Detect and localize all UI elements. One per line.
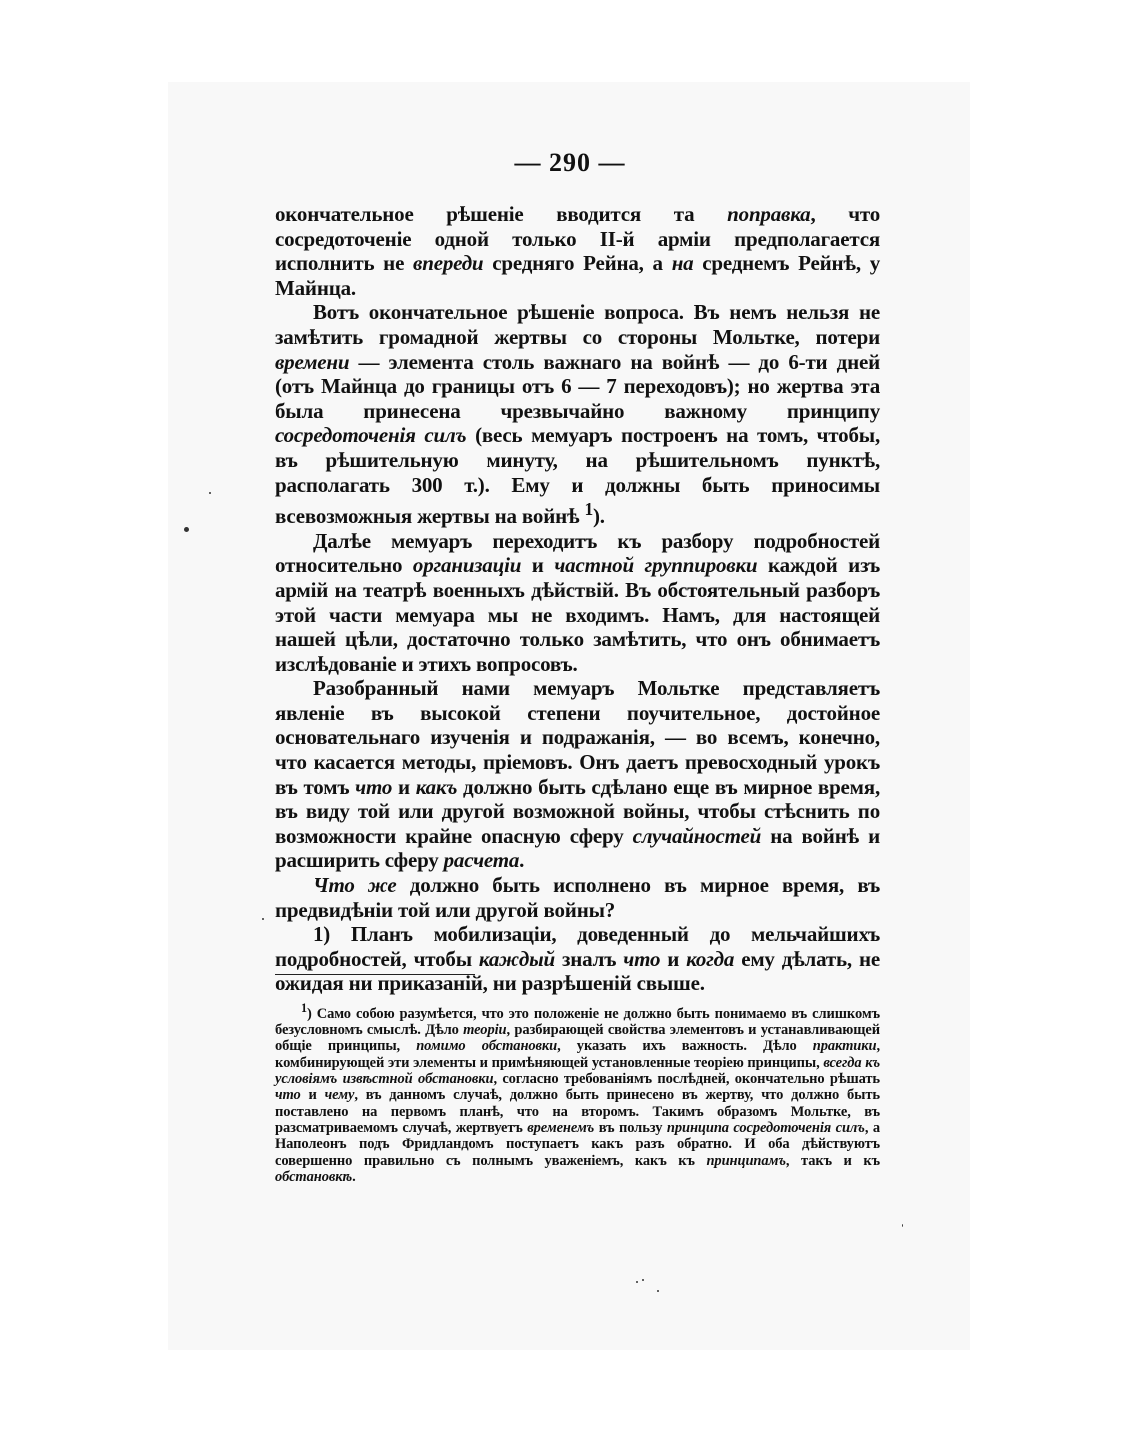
- text-run: .: [352, 1168, 356, 1185]
- footnote-reference[interactable]: 1: [584, 499, 594, 520]
- scan-speck: [209, 492, 211, 494]
- text-run: ).: [593, 504, 605, 529]
- text-run: должно быть исполнено въ мирное время, въ предвидѣніи той или другой войны?: [275, 873, 880, 922]
- text-run: и: [660, 946, 687, 971]
- italic-run: временемъ: [527, 1119, 595, 1136]
- footnote-paragraph: [275, 1000, 880, 1185]
- italic-run: обстановкѣ: [275, 1168, 353, 1185]
- italic-run: каждый: [478, 946, 555, 971]
- italic-run: случайностей: [632, 823, 762, 848]
- scan-speck: [902, 1224, 903, 1227]
- paragraph-6: [275, 922, 880, 996]
- italic-run: чему: [324, 1087, 355, 1104]
- text-run: , а Наполеонъ подъ Фридландомъ поступаетъ какъ разъ обратно. И оба дѣйствуютъ совершенно правильно съ полнымъ уваженіемъ, какъ къ: [275, 1119, 880, 1169]
- text-run: Разобранный нами мемуаръ Мольтке представляетъ явленіе въ высокой степени поучительное, достойное основательнаго изученія и подражанія, — во всемъ, конечно, что касается методы, пріемовъ. Онъ даетъ превосходный урокъ въ томъ: [275, 676, 880, 799]
- italic-run: сосредоточенія силъ: [275, 423, 467, 448]
- paragraph-4: [275, 676, 880, 873]
- text-run: должно быть сдѣлано еще въ мирное время, въ виду той или другой возможной войны, чтобы стѣснить по возможности крайне опасную сферу: [275, 774, 880, 848]
- scan-speck: [657, 1290, 659, 1292]
- italic-run: когда: [686, 946, 735, 971]
- text-run: ) Само собою разумѣется, что это положеніе не должно быть понимаемо въ слишкомъ безусловномъ смыслѣ. Дѣло: [275, 1005, 880, 1039]
- italic-run: что: [275, 1087, 301, 1104]
- text-run: и: [300, 1087, 325, 1104]
- main-text: [275, 202, 880, 996]
- italic-run: поправка: [727, 202, 811, 226]
- italic-run: расчета: [443, 848, 520, 873]
- italic-run: организаціи: [412, 553, 522, 578]
- text-run: , согласно требованіямъ послѣдней, окончательно рѣшать: [493, 1071, 880, 1088]
- text-run: на войнѣ и расширить сферу: [275, 823, 880, 873]
- italic-run: помимо обстановки: [416, 1038, 558, 1055]
- italic-run: принципа сосредоточенія силъ: [666, 1119, 865, 1136]
- text-run: — элемента столь важнаго на войнѣ — до 6-ти дней (отъ Майнца до границы отъ 6 — 7 переходовъ); но жертва эта была принесена чрезвычайно важному принципу: [275, 349, 880, 423]
- scan-speck: [184, 527, 189, 532]
- text-run: окончательное рѣшеніе вводится та: [275, 202, 728, 226]
- text-run: (весь мемуаръ построенъ на томъ, чтобы, въ рѣшительную минуту, на рѣшительномъ пунктѣ, располагать 300 т.). Ему и должны быть приносимы всевозможныя жертвы на войнѣ: [275, 423, 880, 529]
- italic-run: всегда къ условіямъ извѣстной обстановки: [275, 1054, 880, 1088]
- text-run: , что сосредоточеніе одной только II-й арміи предполагается исполнить не: [275, 202, 881, 276]
- text-run: зналъ: [555, 946, 624, 971]
- italic-run: на: [671, 251, 694, 276]
- text-run: каждой изъ армій на театрѣ военныхъ дѣйствій. Въ обстоятельный разборъ этой части мемуара мы не входимъ. Намъ, для настоящей нашей цѣли, достаточно только замѣтить, что онъ обнимаетъ изслѣдованіе и этихъ вопросовъ.: [275, 553, 880, 676]
- paragraph-1: [275, 202, 880, 300]
- italic-run: что: [623, 946, 661, 971]
- text-run: Далѣе мемуаръ переходитъ къ разбору подробностей относительно: [275, 528, 880, 578]
- footnote-mark: 1: [301, 1001, 307, 1015]
- italic-run: частной группировки: [554, 553, 758, 578]
- italic-run: что: [355, 774, 393, 799]
- italic-run: принципамъ: [706, 1152, 786, 1169]
- paragraph-2: [275, 300, 880, 528]
- footnote-separator: [275, 974, 475, 975]
- paragraph-3: [275, 529, 880, 677]
- text-run: и: [392, 774, 416, 799]
- text-run: Вотъ окончательное рѣшеніе вопроса. Въ немъ нельзя не замѣтить громадной жертвы со стороны Мольтке, потери: [275, 300, 880, 349]
- text-run: , въ данномъ случаѣ, должно быть принесено въ жертву, что должно быть поставлено на первомъ планѣ, что на второмъ. Такимъ образомъ Мольтке, въ разсматриваемомъ случаѣ, жертвуетъ: [275, 1087, 880, 1136]
- text-run: ему дѣлать, не ожидая ни приказаній, ни разрѣшеній свыше.: [275, 946, 880, 996]
- italic-run: Что же: [313, 873, 397, 898]
- paragraph-5: [275, 873, 880, 922]
- text-run: 1) Планъ мобилизаціи, доведенный до мельчайшихъ подробностей, чтобы: [275, 922, 880, 971]
- scan-speck: [636, 1281, 638, 1283]
- text-run: средняго Рейна, а: [483, 251, 672, 276]
- italic-run: какъ: [415, 774, 458, 799]
- text-run: , разбирающей свойства элементовъ и устанавливающей общіе принципы,: [275, 1022, 880, 1055]
- text-run: среднемъ Рейнѣ, у Майнца.: [275, 251, 881, 300]
- italic-run: впереди: [413, 251, 484, 276]
- text-run: , указать ихъ важность. Дѣло: [557, 1038, 813, 1055]
- scan-speck: [642, 1279, 644, 1281]
- italic-run: теоріи: [463, 1022, 507, 1039]
- page-number: — 290 —: [514, 148, 626, 177]
- text-run: въ пользу: [594, 1119, 667, 1136]
- italic-run: практики: [812, 1038, 877, 1055]
- footnote: [275, 1000, 880, 1185]
- italic-run: времени: [275, 349, 350, 374]
- text-run: , комбинирующей эти элементы и примѣняющей установленные теоріею принципы,: [275, 1038, 880, 1071]
- text-run: , такъ и къ: [785, 1152, 881, 1169]
- text-run: и: [521, 553, 555, 578]
- scan-speck: [262, 918, 264, 920]
- text-run: .: [519, 848, 525, 873]
